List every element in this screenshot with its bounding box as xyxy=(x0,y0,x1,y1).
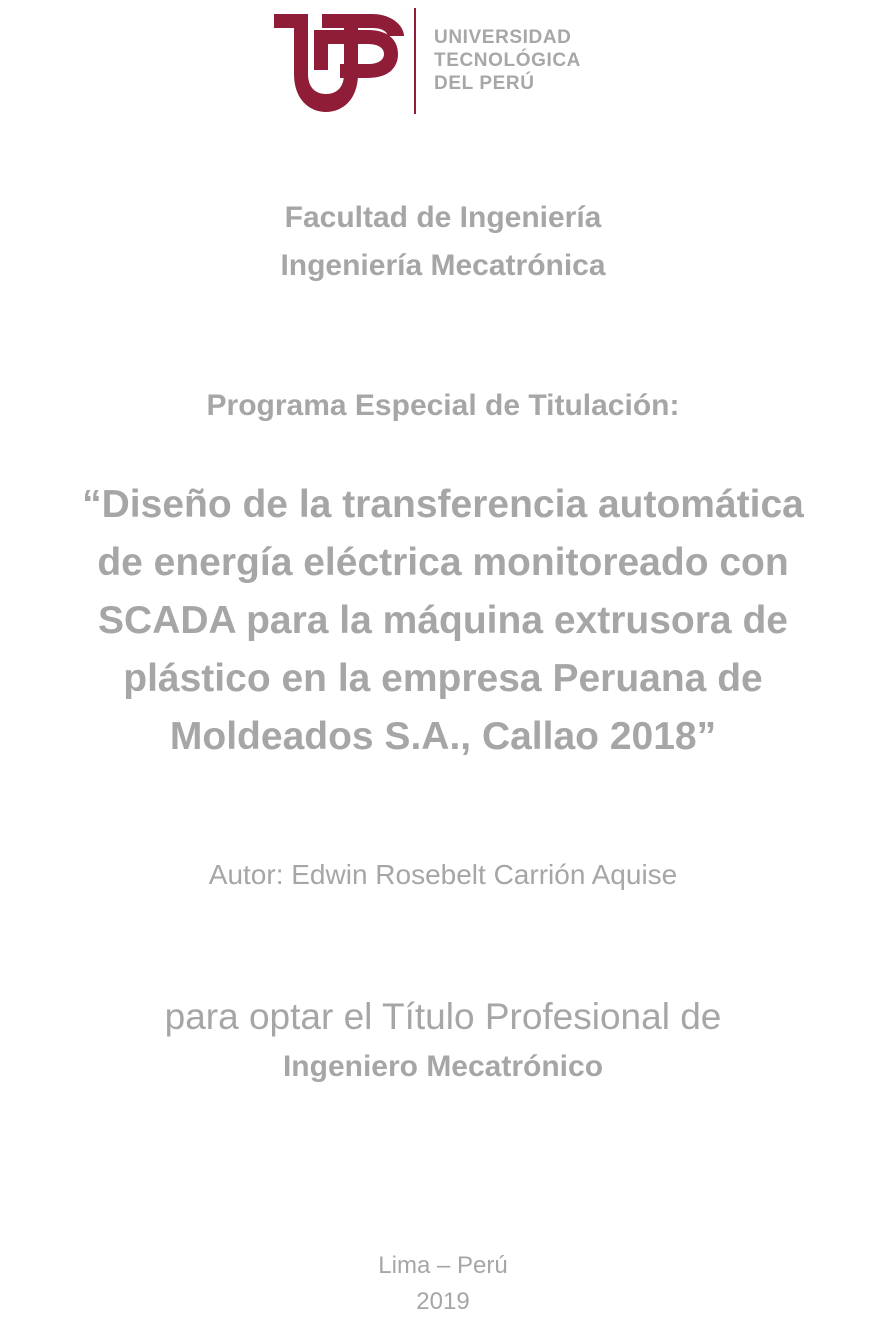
degree-name: Ingeniero Mecatrónico xyxy=(282,1050,604,1083)
thesis-title xyxy=(0,476,886,766)
logo-line: DEL PERÚ xyxy=(434,73,535,94)
degree-intro: para optar el Título Profesional de xyxy=(164,996,722,1037)
logo-line: UNIVERSIDAD xyxy=(434,27,572,48)
utp-monogram-icon xyxy=(268,6,408,116)
thesis-title-line: plástico en la empresa Peruana de xyxy=(123,657,763,700)
program-heading: Programa Especial de Titulación: xyxy=(206,389,680,422)
thesis-title-line: Moldeados S.A., Callao 2018” xyxy=(169,715,717,758)
university-logo xyxy=(268,6,608,116)
year: 2019 xyxy=(416,1288,470,1315)
place: Lima – Perú xyxy=(378,1252,508,1279)
faculty-heading xyxy=(0,194,886,290)
faculty-name: Facultad de Ingeniería xyxy=(284,201,602,234)
logo-divider xyxy=(414,8,416,114)
author-line: Autor: Edwin Rosebelt Carrión Aquise xyxy=(208,859,678,890)
thesis-title-line: “Diseño de la transferencia automática xyxy=(82,483,804,526)
logo-line: TECNOLÓGICA xyxy=(434,50,581,71)
program-name: Ingeniería Mecatrónica xyxy=(280,249,606,282)
thesis-title-line: SCADA para la máquina extrusora de xyxy=(98,599,788,642)
thesis-title-line: de energía eléctrica monitoreado con xyxy=(97,541,789,584)
logo-wordmark xyxy=(434,26,581,95)
